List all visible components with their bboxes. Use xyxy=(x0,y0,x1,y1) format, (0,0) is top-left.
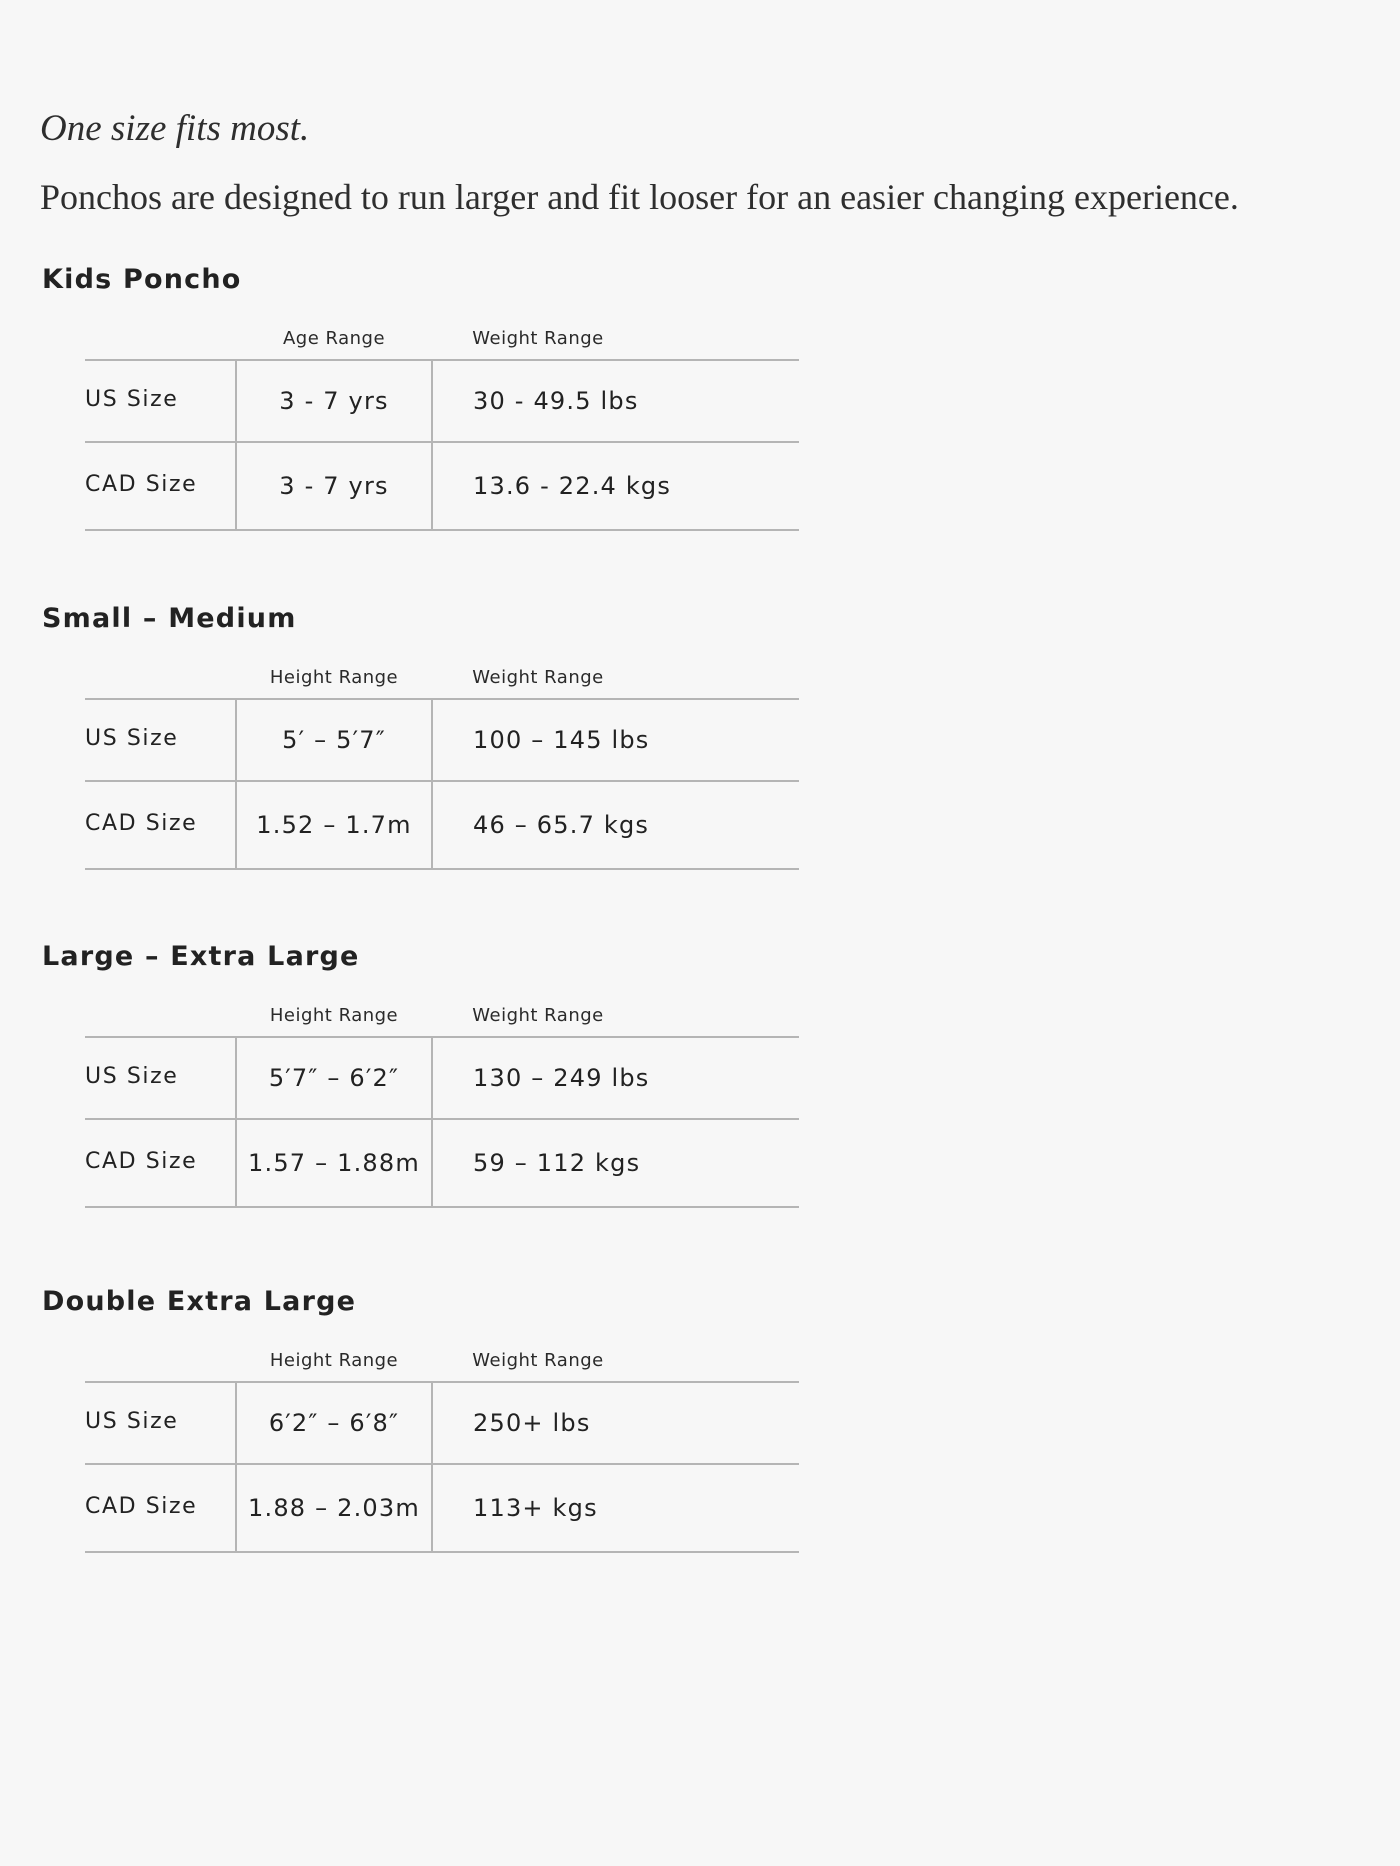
height-value: 5′7″ – 6′2″ xyxy=(235,1038,431,1118)
section-title: Double Extra Large xyxy=(42,1286,357,1317)
weight-value: 30 - 49.5 lbs xyxy=(431,361,799,441)
size-table xyxy=(85,1036,799,1208)
row-label: US Size xyxy=(85,1063,179,1089)
tagline: One size fits most. xyxy=(40,108,310,149)
column-header-weight: Weight Range xyxy=(472,328,604,349)
table-row xyxy=(85,1038,799,1120)
table-row xyxy=(85,782,799,870)
size-table xyxy=(85,359,799,531)
table-row xyxy=(85,361,799,443)
row-label: CAD Size xyxy=(85,1148,198,1174)
row-label: US Size xyxy=(85,1408,179,1434)
column-header-height: Height Range xyxy=(269,1350,399,1371)
column-header-height: Height Range xyxy=(269,1005,399,1026)
table-row xyxy=(85,1120,799,1208)
row-label: US Size xyxy=(85,386,179,412)
weight-value: 100 – 145 lbs xyxy=(431,700,799,780)
age-value: 3 - 7 yrs xyxy=(235,443,431,529)
description: Ponchos are designed to run larger and fit looser for an easier changing experience. xyxy=(40,177,1239,217)
section-title: Large – Extra Large xyxy=(42,941,360,972)
section-title: Kids Poncho xyxy=(42,264,242,295)
column-header-height: Height Range xyxy=(269,667,399,688)
table-row xyxy=(85,1465,799,1553)
weight-value: 250+ lbs xyxy=(431,1383,799,1463)
column-header-weight: Weight Range xyxy=(472,1350,604,1371)
column-header-age: Age Range xyxy=(282,328,386,349)
section-title: Small – Medium xyxy=(42,603,297,634)
height-value: 1.57 – 1.88m xyxy=(235,1120,431,1206)
weight-value: 113+ kgs xyxy=(431,1465,799,1551)
table-row xyxy=(85,700,799,782)
table-row xyxy=(85,443,799,531)
height-value: 1.52 – 1.7m xyxy=(235,782,431,868)
column-header-weight: Weight Range xyxy=(472,1005,604,1026)
row-label: CAD Size xyxy=(85,471,198,497)
weight-value: 13.6 - 22.4 kgs xyxy=(431,443,799,529)
row-label: CAD Size xyxy=(85,1493,198,1519)
size-table xyxy=(85,698,799,870)
height-value: 5′ – 5′7″ xyxy=(235,700,431,780)
table-row xyxy=(85,1383,799,1465)
column-header-weight: Weight Range xyxy=(472,667,604,688)
weight-value: 46 – 65.7 kgs xyxy=(431,782,799,868)
height-value: 1.88 – 2.03m xyxy=(235,1465,431,1551)
weight-value: 59 – 112 kgs xyxy=(431,1120,799,1206)
height-value: 6′2″ – 6′8″ xyxy=(235,1383,431,1463)
size-table xyxy=(85,1381,799,1553)
row-label: US Size xyxy=(85,725,179,751)
weight-value: 130 – 249 lbs xyxy=(431,1038,799,1118)
row-label: CAD Size xyxy=(85,810,198,836)
age-value: 3 - 7 yrs xyxy=(235,361,431,441)
